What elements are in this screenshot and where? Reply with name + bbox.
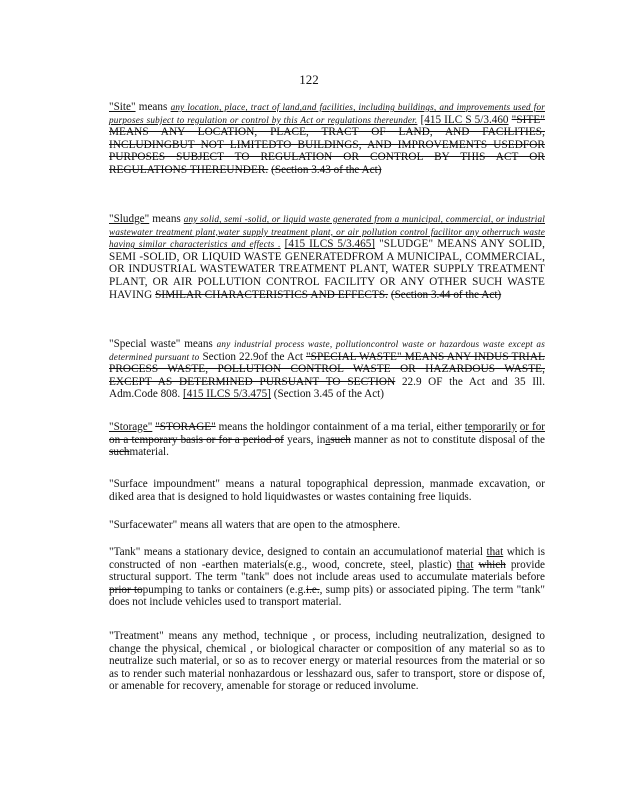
definition-surfacewater — [109, 519, 545, 532]
term-surface-impoundment: "Surface impoundment" — [109, 478, 220, 490]
site-citation: [415 ILC S 5/3.460 — [420, 113, 509, 126]
tank-text-3: provide structural support. The term "tank" does not include areas used to accumulate materials before — [109, 558, 546, 584]
means-word: means — [218, 421, 248, 433]
term-storage: "Storage" — [109, 421, 153, 433]
storage-deleted-such: such — [330, 433, 351, 446]
special-waste-citation: [415 ILCS 5/3.475] — [182, 388, 271, 401]
storage-temporarily: temporarily — [464, 421, 517, 433]
special-waste-section-ref: (Section 3.45 of the Act) — [273, 388, 385, 401]
storage-deleted-such-2: such — [109, 446, 130, 459]
tank-text-4: pumping to tanks or containers (e.g. — [142, 583, 306, 596]
special-waste-section-text: Section 22.9of the Act — [202, 350, 304, 363]
definition-special-waste — [109, 338, 545, 401]
sludge-citation: [415 ILCS 5/3.465] — [284, 238, 376, 251]
tank-deleted-prior: prior to — [109, 583, 143, 596]
definition-sludge — [109, 213, 545, 301]
treatment-text: means any method, technique , or process, including neutralization, designed to change the physical, chemical , or biological character or composition of any material so as to neutralize such material, or so as to recover energy or material resources from the material or so as to render such material nonhazardous or lesshazard ous, safer to transport, store or dispose of, or amenable for recovery, amenable for storage or reduced involume. — [109, 630, 545, 693]
sludge-section-ref: (Section 3.44 of the Act) — [390, 288, 502, 301]
storage-text-1: the holdingor containment of a ma terial, either — [250, 421, 462, 433]
page-number: 122 — [299, 72, 319, 87]
tank-that-2: that — [456, 558, 474, 571]
storage-a: a — [325, 433, 331, 446]
term-treatment: "Treatment" — [109, 630, 164, 642]
surface-impoundment-text: means a natural topographical depression, manmade excavation, or diked area that is designed to hold liquidwastes or wastes containing free liquids. — [109, 478, 546, 503]
storage-text-5: material. — [129, 446, 169, 459]
term-surfacewater: "Surfacewater" — [109, 519, 178, 531]
means-word: means — [138, 101, 168, 113]
tank-ie: i.e. — [305, 583, 320, 596]
sludge-deleted-text: SIMILAR CHARACTERISTICS AND EFFECTS. — [155, 288, 389, 301]
term-special-waste: "Special waste" — [109, 338, 181, 350]
means-word: means — [152, 213, 181, 225]
site-deleted-text: "SITE" MEANS ANY LOCATION, PLACE, TRACT OF LAND, AND FACILITIES, INCLUDINGBUT NOT LIMITEDTO BUILDINGS, AND IMPROVEMENTS USEDFOR PURPOSES SUBJECT TO REGULATION OR CONTROL BY THIS ACT OR REGULATIONS THEREUNDER. — [109, 113, 546, 176]
tank-text-5: , sump pits) or associated piping. The term "tank" does not include vehicles used to transport material. — [109, 583, 545, 609]
storage-caps-term: "STORAGE" — [155, 421, 216, 433]
definition-tank — [109, 546, 545, 609]
tank-that-1: that — [486, 546, 504, 558]
special-waste-tail-text: 22.9 OF the Act and 35 Ill. Adm.Code 808. — [109, 375, 545, 401]
term-tank: "Tank" — [109, 546, 141, 558]
storage-text-3: years, in — [287, 433, 326, 446]
site-new-text: any location, place, tract of land,and facilities, including buildings, and improvements used for purposes subject to regulation or control by this Act or regulations thereunder. — [109, 102, 546, 125]
tank-text-1: means a stationary device, designed to contain an accumulationof material — [143, 546, 483, 558]
term-sludge: "Sludge" — [109, 213, 150, 225]
storage-text-4: manner as not to constitute disposal of the — [353, 433, 545, 446]
sludge-new-text: any solid, semi -solid, or liquid waste generated from a municipal, commercial, or industrial wastewater treatment plant,water supply treatment plant, or air pollution control facilitor any otherruch waste having similar characteristics and effects . — [109, 214, 546, 250]
means-word: means — [184, 338, 213, 350]
definition-storage — [109, 421, 545, 459]
tank-text-2: which is constructed of non -earthen materials(e.g., wood, concrete, steel, plastic) — [109, 546, 546, 571]
sludge-caps-text: "SLUDGE" MEANS ANY SOLID, SEMI -SOLID, OR LIQUID WASTE GENERATEDFROM A MUNICIPAL, COMMERCIAL, OR INDUSTRIAL WASTEWATER TREATMENT PLANT, WATER SUPPLY TREATMENT PLANT, OR AIR POLLUTION CONTROL FACILITY OR ANY OTHER SUCH WASTE HAVING — [109, 238, 546, 301]
site-section-ref: (Section 3.43 of the Act) — [271, 163, 382, 176]
special-waste-deleted-text: "SPECIAL WASTE" MEANS ANY INDUS TRIAL PROCESS WASTE, POLLUTION CONTROL WASTE OR HAZARDOUS WASTE, EXCEPT AS DETERMINED PURSUANT TO SECTION — [109, 350, 545, 388]
definition-surface-impoundment — [109, 478, 545, 503]
surfacewater-text: means all waters that are open to the atmosphere. — [179, 519, 401, 531]
definition-site — [109, 101, 545, 177]
definition-treatment — [109, 630, 545, 693]
special-waste-new-text: any industrial process waste, pollutioncontrol waste or hazardous waste except as determined pursuant to — [109, 339, 545, 362]
term-site: "Site" — [109, 101, 136, 113]
tank-deleted-which: which — [478, 558, 506, 571]
storage-deleted-1: on a temporary basis or for a period of — [109, 433, 284, 446]
storage-text-2: or for — [519, 421, 546, 433]
